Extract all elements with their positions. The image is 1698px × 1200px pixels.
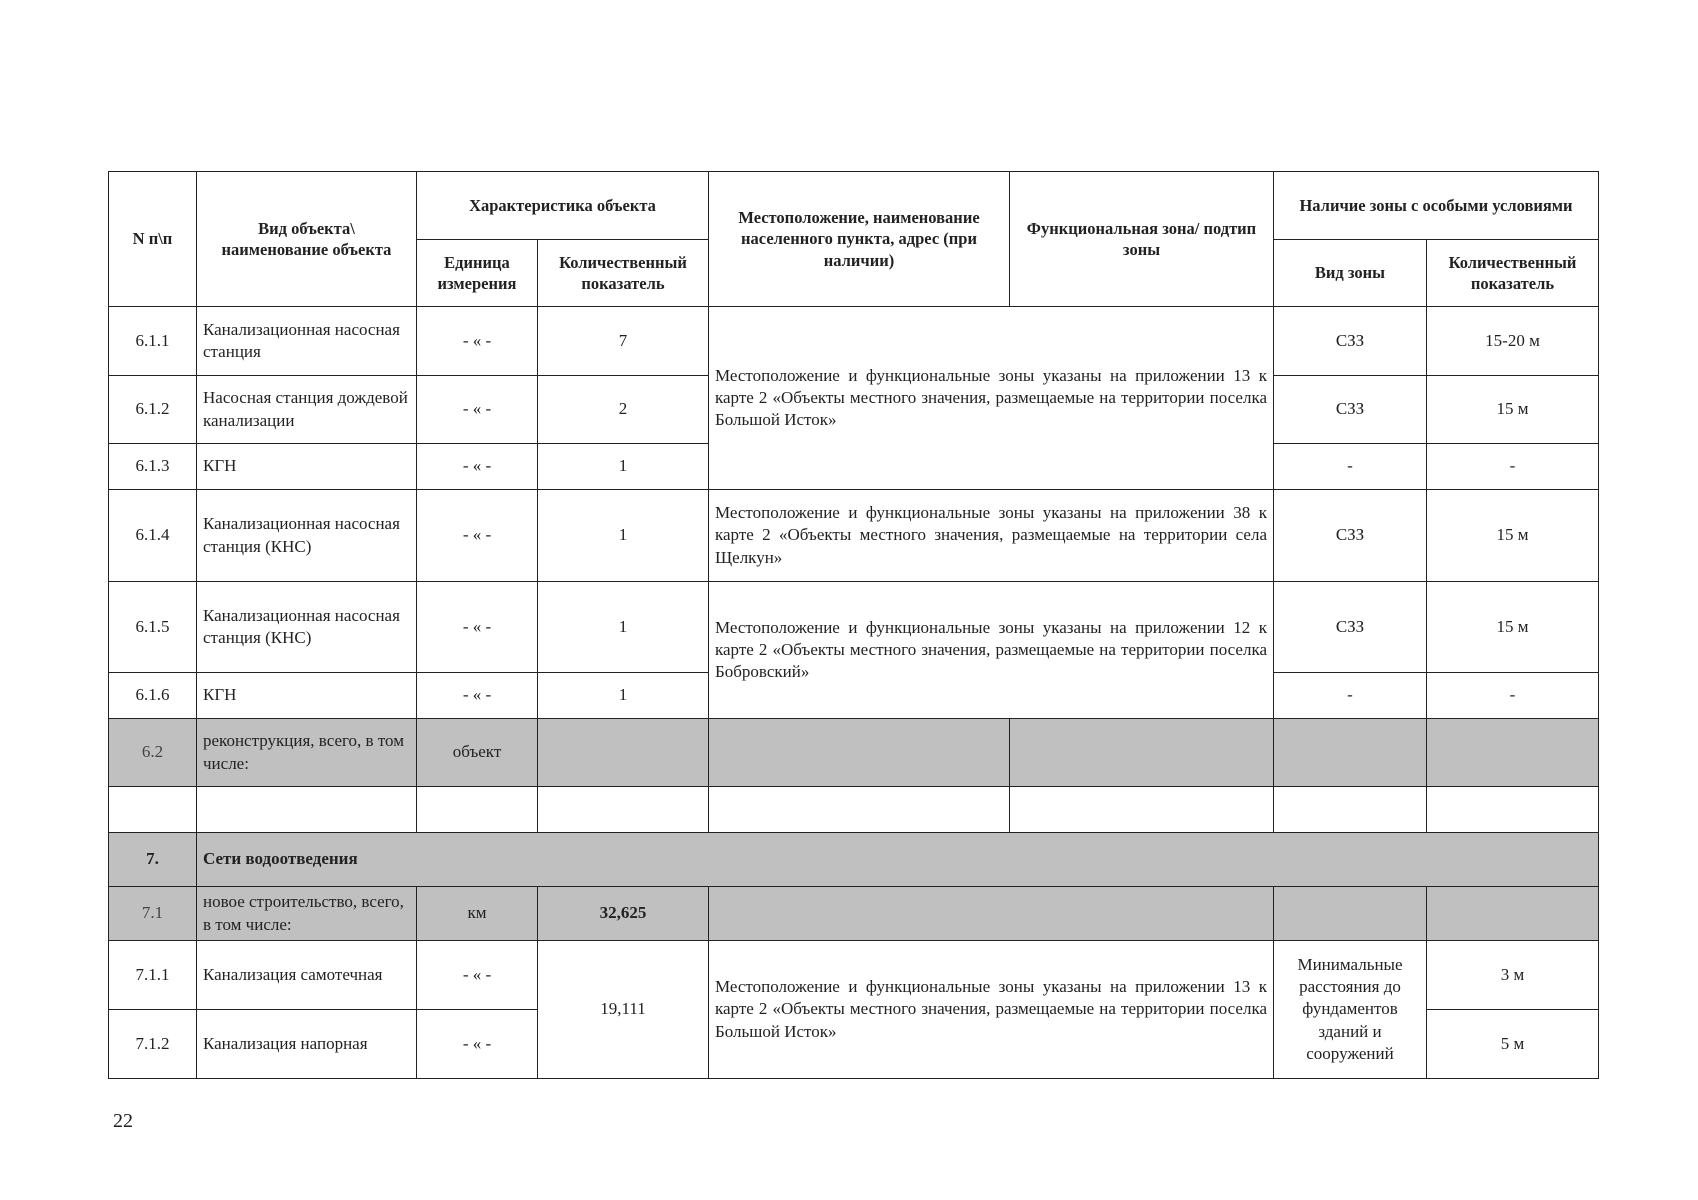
row-unit: - « - xyxy=(417,1010,538,1079)
row-zone-quantity: 15 м xyxy=(1427,582,1599,673)
row-name: Канализационная насосная станция (КНС) xyxy=(197,582,417,673)
table-row xyxy=(109,582,1599,673)
location-cell: Местоположение и функциональные зоны указаны на приложении 13 к карте 2 «Объекты местного значения, размещаемые на территории поселка Большой Исток» xyxy=(709,941,1274,1079)
row-num: 6.2 xyxy=(109,719,197,787)
location-cell: Местоположение и функциональные зоны указаны на приложении 12 к карте 2 «Объекты местного значения, размещаемые на территории поселка Бобровский» xyxy=(709,582,1274,719)
section-title: Сети водоотведения xyxy=(197,833,1599,887)
row-num: 7.1 xyxy=(109,887,197,941)
header-characteristic: Характеристика объекта xyxy=(417,172,709,240)
table-row xyxy=(109,941,1599,1010)
row-quantity: 1 xyxy=(538,444,709,490)
row-unit: - « - xyxy=(417,307,538,376)
row-num: 6.1.5 xyxy=(109,582,197,673)
table-row xyxy=(109,719,1599,787)
row-zone-quantity: 3 м xyxy=(1427,941,1599,1010)
row-zone-quantity: 15 м xyxy=(1427,376,1599,444)
header-quantity: Количественный показатель xyxy=(538,240,709,307)
row-unit: - « - xyxy=(417,941,538,1010)
row-unit: км xyxy=(417,887,538,941)
row-zone-type: СЗЗ xyxy=(1274,376,1427,444)
row-zone-type: Минимальные расстояния до фундаментов зданий и сооружений xyxy=(1274,941,1427,1079)
row-name: Насосная станция дождевой канализации xyxy=(197,376,417,444)
row-unit: - « - xyxy=(417,444,538,490)
section-num: 7. xyxy=(109,833,197,887)
row-zone-quantity: - xyxy=(1427,673,1599,719)
row-quantity: 2 xyxy=(538,376,709,444)
row-zone-type: - xyxy=(1274,444,1427,490)
table-row-empty xyxy=(109,787,1599,833)
row-zone-quantity: 15 м xyxy=(1427,490,1599,582)
row-unit: - « - xyxy=(417,490,538,582)
header-special-zone: Наличие зоны с особыми условиями xyxy=(1274,172,1599,240)
row-name: Канализация напорная xyxy=(197,1010,417,1079)
row-quantity: 1 xyxy=(538,673,709,719)
header-zone-quantity: Количественный показатель xyxy=(1427,240,1599,307)
header-num: N п\п xyxy=(109,172,197,307)
row-unit: - « - xyxy=(417,582,538,673)
row-zone-quantity: 15-20 м xyxy=(1427,307,1599,376)
row-unit: объект xyxy=(417,719,538,787)
location-cell xyxy=(709,887,1274,941)
row-num: 6.1.2 xyxy=(109,376,197,444)
header-zone: Функциональная зона/ подтип зоны xyxy=(1010,172,1274,307)
row-name: КГН xyxy=(197,444,417,490)
row-zone-quantity xyxy=(1427,719,1599,787)
table-row xyxy=(109,490,1599,582)
header-location: Местоположение, наименование населенного пункта, адрес (при наличии) xyxy=(709,172,1010,307)
row-zone-type: СЗЗ xyxy=(1274,582,1427,673)
row-quantity: 32,625 xyxy=(538,887,709,941)
location-cell xyxy=(709,719,1010,787)
row-quantity: 19,111 xyxy=(538,941,709,1079)
location-cell: Местоположение и функциональные зоны указаны на приложении 13 к карте 2 «Объекты местного значения, размещаемые на территории поселка Большой Исток» xyxy=(709,307,1274,490)
section-row xyxy=(109,833,1599,887)
row-num: 6.1.6 xyxy=(109,673,197,719)
row-zone-type: СЗЗ xyxy=(1274,307,1427,376)
row-num: 7.1.2 xyxy=(109,1010,197,1079)
row-quantity xyxy=(538,719,709,787)
row-quantity: 1 xyxy=(538,490,709,582)
row-zone-quantity: - xyxy=(1427,444,1599,490)
row-num: 6.1.1 xyxy=(109,307,197,376)
row-zone-type xyxy=(1274,887,1427,941)
zone-cell xyxy=(1010,719,1274,787)
row-quantity: 7 xyxy=(538,307,709,376)
page-number: 22 xyxy=(113,1110,133,1132)
row-zone-type xyxy=(1274,719,1427,787)
table-row xyxy=(109,307,1599,376)
row-zone-type: СЗЗ xyxy=(1274,490,1427,582)
row-num: 7.1.1 xyxy=(109,941,197,1010)
location-cell: Местоположение и функциональные зоны указаны на приложении 38 к карте 2 «Объекты местного значения, размещаемые на территории села Щелкун» xyxy=(709,490,1274,582)
row-name: Канализационная насосная станция (КНС) xyxy=(197,490,417,582)
header-unit: Единица измерения xyxy=(417,240,538,307)
row-name: новое строительство, всего, в том числе: xyxy=(197,887,417,941)
row-num: 6.1.4 xyxy=(109,490,197,582)
row-zone-type: - xyxy=(1274,673,1427,719)
header-row-1 xyxy=(109,172,1599,240)
row-name: Канализационная насосная станция xyxy=(197,307,417,376)
objects-table xyxy=(108,171,1599,1079)
header-object: Вид объекта\ наименование объекта xyxy=(197,172,417,307)
row-unit: - « - xyxy=(417,376,538,444)
row-quantity: 1 xyxy=(538,582,709,673)
row-unit: - « - xyxy=(417,673,538,719)
row-num: 6.1.3 xyxy=(109,444,197,490)
row-name: реконструкция, всего, в том числе: xyxy=(197,719,417,787)
row-zone-quantity: 5 м xyxy=(1427,1010,1599,1079)
table-row xyxy=(109,887,1599,941)
row-name: Канализация самотечная xyxy=(197,941,417,1010)
row-zone-quantity xyxy=(1427,887,1599,941)
row-name: КГН xyxy=(197,673,417,719)
header-zone-type: Вид зоны xyxy=(1274,240,1427,307)
